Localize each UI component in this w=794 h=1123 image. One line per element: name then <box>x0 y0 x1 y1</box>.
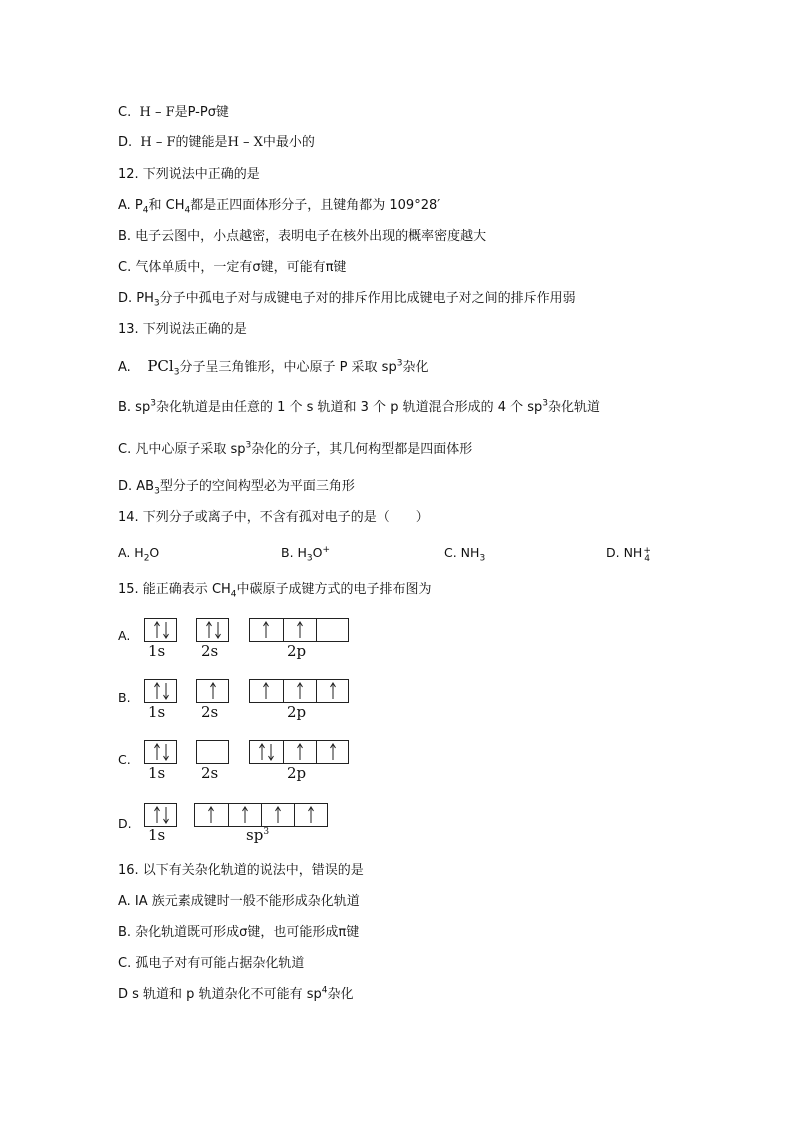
spin-down-arrow-icon <box>162 621 170 639</box>
q13-option-c: C. 凡中心原子采取 $sp^3$杂化的分子，其几何构型都是四面体形 <box>118 440 473 457</box>
q11-option-d: D. H – F的键能是H – X中最小的 <box>118 135 315 150</box>
q12-stem: 12. 下列说法中正确的是 <box>118 167 260 182</box>
spin-up-arrow-icon <box>153 621 161 639</box>
spin-up-arrow-icon <box>296 743 304 761</box>
orbital-box-2s <box>196 618 229 642</box>
spin-up-arrow-icon <box>241 806 249 824</box>
label-2s: 2s <box>201 703 219 721</box>
q14-option-c: C. $NH_3$ <box>444 545 486 564</box>
q14-option-a: A. $H_2O$ <box>118 545 160 564</box>
spin-down-arrow-icon <box>162 743 170 761</box>
spin-up-arrow-icon <box>258 743 266 761</box>
orbital-box-1s <box>144 740 177 764</box>
spin-down-arrow-icon <box>214 621 222 639</box>
q12-option-b: B. 电子云图中，小点越密，表明电子在核外出现的概率密度越大 <box>118 229 487 244</box>
q15-option-d-letter: D. <box>118 816 132 831</box>
q11-option-c: C. H – F是P-Pσ键 <box>118 105 229 120</box>
q12-option-d: D. $PH_3$分子中孤电子对与成键电子对的排斥作用比成键电子对之间的排斥作用弱 <box>118 291 576 309</box>
spin-down-arrow-icon <box>267 743 275 761</box>
label-1s: 1s <box>148 764 166 782</box>
label-2p: 2p <box>287 764 307 782</box>
q13-option-d: D. $AB_3$型分子的空间构型必为平面三角形 <box>118 479 355 497</box>
label-2p: 2p <box>287 703 307 721</box>
q15-option-c-letter: C. <box>118 752 131 767</box>
label-2s: 2s <box>201 642 219 660</box>
spin-up-arrow-icon <box>207 806 215 824</box>
q16-option-d: D s 轨道和 p 轨道杂化不可能有 $sp^4$杂化 <box>118 985 354 1002</box>
label-2s: 2s <box>201 764 219 782</box>
orbital-box-1s <box>144 803 177 827</box>
spin-up-arrow-icon <box>274 806 282 824</box>
spin-up-arrow-icon <box>329 682 337 700</box>
spin-up-arrow-icon <box>153 743 161 761</box>
spin-up-arrow-icon <box>262 621 270 639</box>
q12-option-c: C. 气体单质中，一定有σ键，可能有π键 <box>118 260 347 275</box>
spin-up-arrow-icon <box>329 743 337 761</box>
spin-up-arrow-icon <box>209 682 217 700</box>
q15-option-a-letter: A. <box>118 628 131 643</box>
orbital-box-sp3 <box>194 803 328 827</box>
orbital-box-2s <box>196 740 229 764</box>
orbital-box-1s <box>144 618 177 642</box>
q15-option-b-letter: B. <box>118 690 131 705</box>
spin-up-arrow-icon <box>153 682 161 700</box>
spin-up-arrow-icon <box>205 621 213 639</box>
label-sp3: $sp^3$ <box>246 826 270 844</box>
q13-option-b: B. $sp^3$杂化轨道是由任意的 1 个 s 轨道和 3 个 p 轨道混合形成的 4 个 $sp^3$杂化轨道 <box>118 398 601 415</box>
orbital-box-2p <box>249 618 349 642</box>
orbital-box-2p <box>249 740 349 764</box>
spin-down-arrow-icon <box>162 682 170 700</box>
q16-stem: 16. 以下有关杂化轨道的说法中，错误的是 <box>118 863 364 878</box>
q15-stem: 15. 能正确表示 $CH_4$中碳原子成键方式的电子排布图为 <box>118 582 432 600</box>
orbital-box-1s <box>144 679 177 703</box>
q16-option-a: A. ⅠA 族元素成键时一般不能形成杂化轨道 <box>118 894 360 909</box>
label-2p: 2p <box>287 642 307 660</box>
spin-up-arrow-icon <box>153 806 161 824</box>
label-1s: 1s <box>148 703 166 721</box>
q16-option-c: C. 孤电子对有可能占据杂化轨道 <box>118 956 305 971</box>
spin-up-arrow-icon <box>307 806 315 824</box>
label-1s: 1s <box>148 826 166 844</box>
spin-up-arrow-icon <box>296 682 304 700</box>
orbital-box-2p <box>249 679 349 703</box>
q14-option-b: B. $H_3O^+$ <box>281 544 331 564</box>
orbital-box-2s <box>196 679 229 703</box>
q13-stem: 13. 下列说法正确的是 <box>118 322 247 337</box>
q12-option-a: A. $P_4$和 $CH_4$都是正四面体形分子，且键角都为 109°28′ <box>118 198 441 216</box>
q13-option-a: A. PCl$_3$分子呈三角锥形，中心原子 P 采取 $sp^3$杂化 <box>118 357 429 378</box>
q14-option-d: D. NH+ 4 <box>606 545 651 564</box>
q16-option-b: B. 杂化轨道既可形成σ键，也可能形成π键 <box>118 925 360 940</box>
spin-down-arrow-icon <box>162 806 170 824</box>
q14-stem: 14. 下列分子或离子中，不含有孤对电子的是（ ） <box>118 510 429 525</box>
spin-up-arrow-icon <box>262 682 270 700</box>
spin-up-arrow-icon <box>296 621 304 639</box>
label-1s: 1s <box>148 642 166 660</box>
